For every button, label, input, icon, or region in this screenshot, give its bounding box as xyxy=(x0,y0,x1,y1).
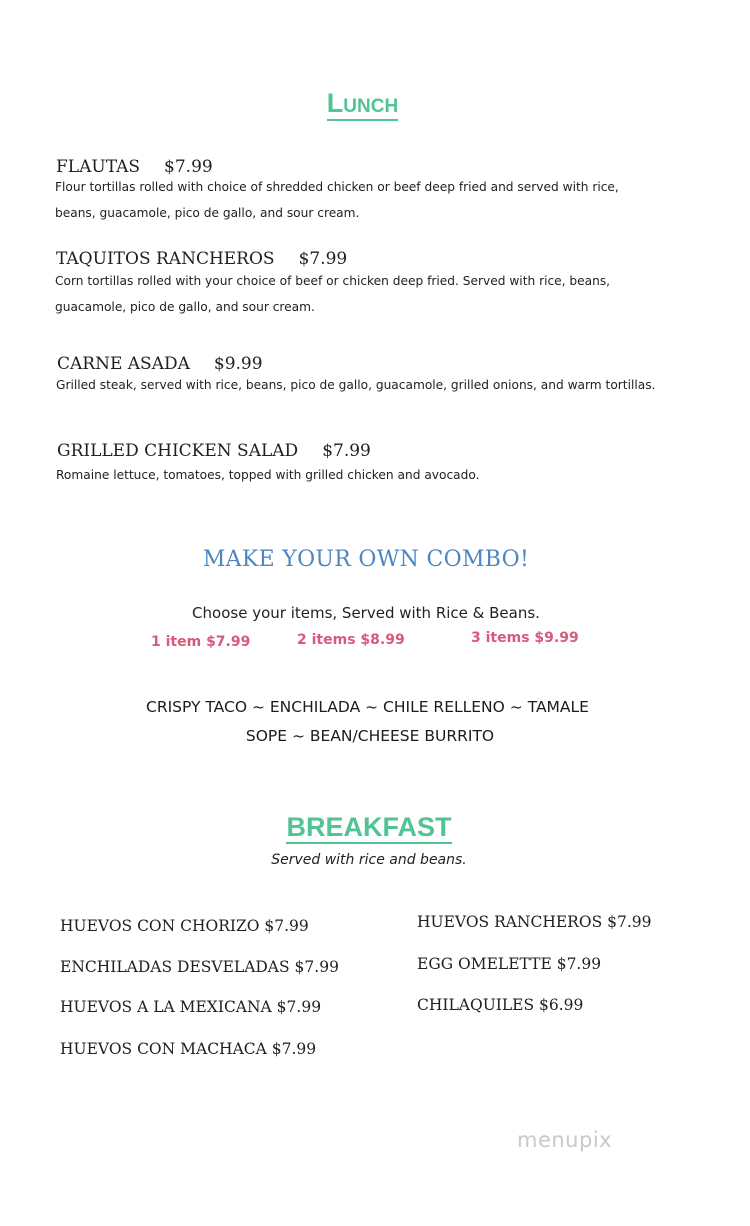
menu-item-price: $9.99 xyxy=(213,354,263,374)
combo-price-2-items: 2 items $8.99 xyxy=(297,632,405,648)
menu-item-taquitos-description: Corn tortillas rolled with your choice of beef or chicken deep fried. Served with rice, beans, guacamole, pico de gallo, and sour cream. xyxy=(55,274,611,314)
combo-section-title: MAKE YOUR OWN COMBO! xyxy=(202,547,530,572)
menu-item-price: $7.99 xyxy=(298,249,348,269)
breakfast-item: CHILAQUILES $6.99 xyxy=(417,996,584,1014)
combo-price-3-items: 3 items $9.99 xyxy=(471,630,579,646)
combo-item-choices-line-1: CRISPY TACO ~ ENCHILADA ~ CHILE RELLENO ~ TAMALE xyxy=(146,698,589,716)
combo-subtitle: Choose your items, Served with Rice & Beans. xyxy=(192,604,540,622)
breakfast-subtitle: Served with rice and beans. xyxy=(271,852,467,868)
menu-item-flautas-description: Flour tortillas rolled with choice of shredded chicken or beef deep fried and served with rice, beans, guacamole, pico de gallo, and sour cream. xyxy=(55,180,619,220)
breakfast-item: HUEVOS RANCHEROS $7.99 xyxy=(417,913,652,931)
menu-item-chicken-salad-name: GRILLED CHICKEN SALAD $7.99 xyxy=(57,441,371,461)
combo-price-1-item: 1 item $7.99 xyxy=(151,634,251,650)
breakfast-item: HUEVOS A LA MEXICANA $7.99 xyxy=(60,998,322,1016)
breakfast-item: HUEVOS CON MACHACA $7.99 xyxy=(60,1040,317,1058)
breakfast-item: HUEVOS CON CHORIZO $7.99 xyxy=(60,917,309,935)
lunch-section-title: Lunch xyxy=(0,88,725,119)
menupix-watermark: menupix xyxy=(517,1128,613,1152)
menu-item-carne-asada-name: CARNE ASADA $9.99 xyxy=(57,354,263,374)
menu-item-flautas-name: FLAUTAS $7.99 xyxy=(56,157,213,177)
breakfast-item: EGG OMELETTE $7.99 xyxy=(417,955,602,973)
menu-item-chicken-salad-description: Romaine lettuce, tomatoes, topped with grilled chicken and avocado. xyxy=(56,468,480,482)
breakfast-section-title: BREAKFAST xyxy=(286,812,452,842)
menu-item-price: $7.99 xyxy=(322,441,371,461)
menu-item-carne-asada-description: Grilled steak, served with rice, beans, pico de gallo, guacamole, grilled onions, and warm tortillas. xyxy=(56,378,656,392)
menu-item-taquitos-name: TAQUITOS RANCHEROS $7.99 xyxy=(56,249,348,269)
combo-item-choices-line-2: SOPE ~ BEAN/CHEESE BURRITO xyxy=(245,727,495,745)
menu-item-price: $7.99 xyxy=(164,157,213,177)
breakfast-item: ENCHILADAS DESVELADAS $7.99 xyxy=(60,958,339,976)
